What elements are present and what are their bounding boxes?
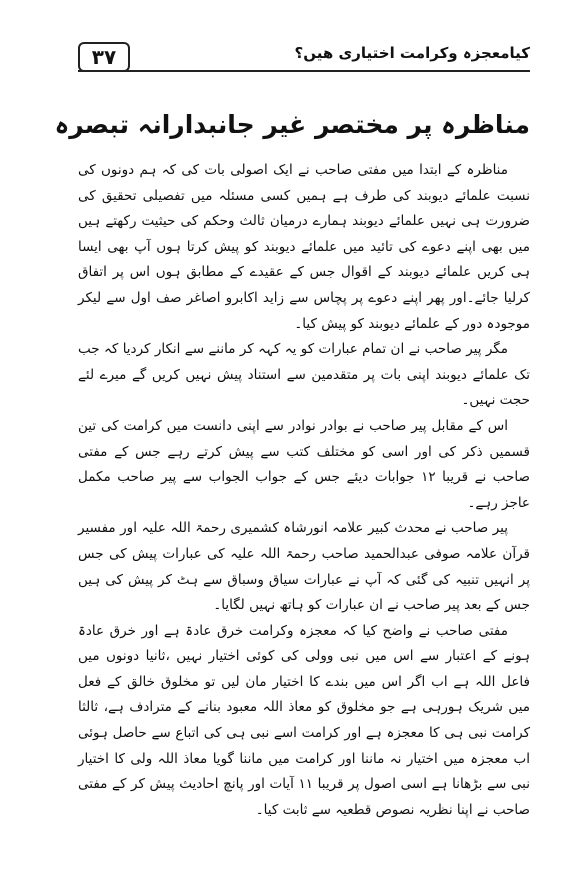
section-title: مناظرہ پر مختصر غیر جانبدارانہ تبصرہ (54, 110, 530, 139)
paragraph: مفتی صاحب نے واضح کیا کہ معجزہ وکرامت خرق عادۃ ہے اور خرق عادۃ ہونے کے اعتبار سے اس میں نبی وولی کی کوئی اختیار نہیں ،ثانیا دونوں میں فاعل اللہ ہے اب اگر اس میں بندے کا اختیار مان لیں تو مخلوق خالق کے فعل میں شریک ہورہی ہے جو مخلوق کو معاذ اللہ معبود بنانے کے مترادف ہے، ثالثا کرامت نبی ہی کا معجزہ ہے اور کرامت اسے نبی ہی کی اتباع سے حاصل ہوئی اب معجزہ میں اختیار نہ ماننا اور کرامت میں ماننا گویا معاذ اللہ ولی کا اختیار نبی سے بڑھانا ہے اسی اصول پر قریبا ۱۱ آیات اور پانچ احادیث پیش کر کے مفتی صاحب نے اپنا نظریہ نصوص قطعیہ سے ثابت کیا۔ (78, 622, 530, 818)
paragraph: مگر پیر صاحب نے ان تمام عبارات کو یہ کہہ کر ماننے سے انکار کردیا کہ جب تک علمائے دیوبند اپنی بات پر متقدمین سے استناد پیش نہیں کریں گے میرے لئے حجت نہیں۔ (78, 341, 530, 409)
paragraph: مناظرہ کے ابتدا میں مفتی صاحب نے ایک اصولی بات کی کہ ہم دونوں کی نسبت علمائے دیوبند کی طرف ہے ہمیں کسی مسئلہ میں تفصیلی تحقیق کی ضرورت ہی نہیں علمائے دیوبند ہمارے درمیان ثالث وحکم کی حیثیت رکھتے ہیں میں بھی اپنے دعوے کی تائید میں علمائے دیوبند کو پیش کرتا ہوں آپ بھی ایسا ہی کریں علمائے دیوبند کے اقوال جس کے عقیدے کے مطابق ہوں اس پر اتفاق کرلیا جائے۔اور پھر اپنے دعوے پر پچاس سے زاید اکابرو اصاغر صف اول سے لیکر موجودہ دور کے علمائے دیوبند کو پیش کیا۔ (78, 162, 530, 332)
running-header-title: کیامعجزہ وکرامت اختیاری ھیں؟ (294, 44, 530, 62)
page-header (78, 38, 530, 78)
paragraph: اس کے مقابل پیر صاحب نے بوادر نوادر سے اپنی دانست میں کرامت کی تین قسمیں ذکر کی اور اسی کو مختلف کتب سے پیش کرتے رہے جس کے مفتی صاحب نے قریبا ۱۲ جوابات دیئے جس کے جواب الجواب سے پیر صاحب مکمل عاجز رہے۔ (78, 417, 530, 511)
paragraph: پیر صاحب نے محدث کبیر علامہ انورشاہ کشمیری رحمۃ اللہ علیہ اور مفسیر قرآن علامہ صوفی عبدالحمید صاحب رحمۃ اللہ علیہ کی عبارات پیش کی جس پر انہیں تنبیہ کی گئی کہ آپ نے عبارات سیاق وسباق سے ہٹ کر پیش کی ہیں جس کے بعد پیر صاحب نے ان عبارات کو ہاتھ نہیں لگایا۔ (78, 520, 530, 614)
body-text (78, 158, 530, 823)
header-rule (78, 70, 530, 72)
page-number-box: ۳۷ (78, 42, 130, 72)
